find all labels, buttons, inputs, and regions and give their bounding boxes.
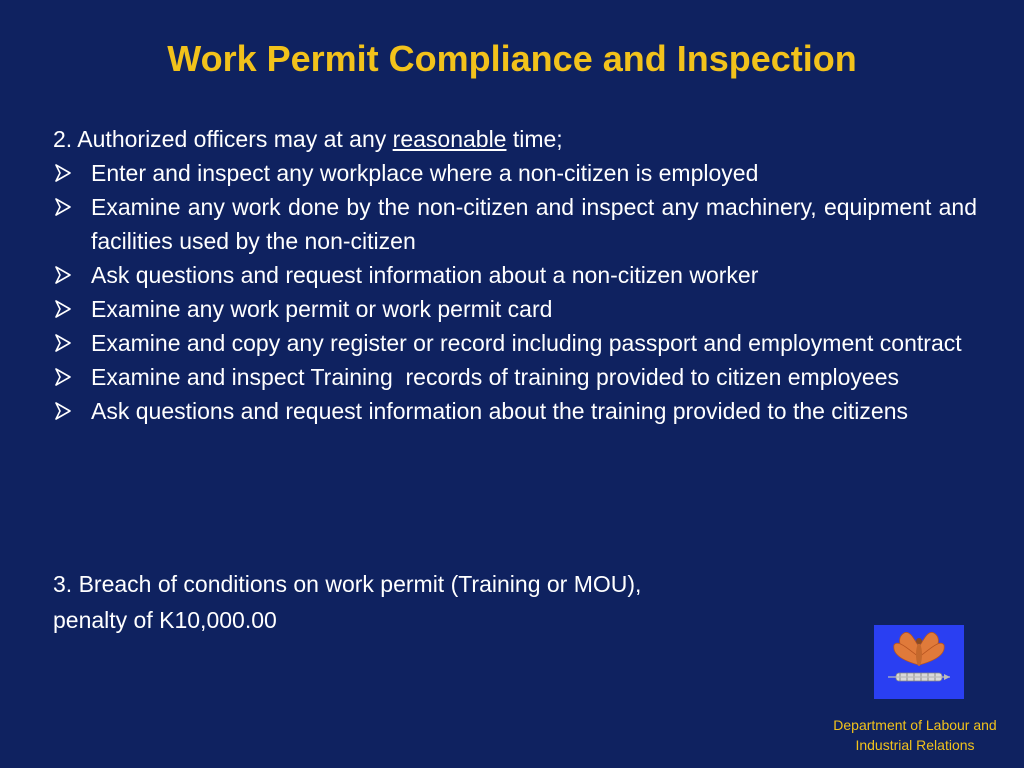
bullet-item bbox=[53, 258, 977, 292]
arrow-bullet-icon bbox=[54, 258, 76, 292]
footer-line-2: Industrial Relations bbox=[855, 737, 975, 753]
bullet-item bbox=[53, 292, 977, 326]
bullet-text: Ask questions and request information about a non-citizen worker bbox=[91, 262, 759, 288]
slide-title: Work Permit Compliance and Inspection bbox=[167, 38, 857, 79]
bullet-text: Enter and inspect any workplace where a non-citizen is employed bbox=[91, 160, 759, 186]
footer-line-1: Department of Labour and bbox=[833, 717, 997, 733]
bullet-list bbox=[53, 156, 977, 428]
intro-line bbox=[53, 122, 977, 156]
content-body bbox=[53, 122, 977, 428]
arrow-bullet-icon bbox=[54, 394, 76, 428]
bullet-item bbox=[53, 326, 977, 360]
arrow-bullet-icon bbox=[54, 360, 76, 394]
breach-line-2: penalty of K10,000.00 bbox=[53, 607, 277, 633]
bird-of-paradise-emblem bbox=[874, 625, 964, 699]
bullet-text: Examine and inspect Training records of training provided to citizen employees bbox=[91, 364, 899, 390]
arrow-bullet-icon bbox=[54, 292, 76, 326]
intro-text-before: 2. Authorized officers may at any bbox=[53, 126, 393, 152]
bullet-text: Ask questions and request information about the training provided to the citizens bbox=[91, 398, 908, 424]
arrow-bullet-icon bbox=[54, 156, 76, 190]
arrow-bullet-icon bbox=[54, 326, 76, 360]
intro-text-after: time; bbox=[506, 126, 563, 152]
bullet-item bbox=[53, 360, 977, 394]
bullet-text: Examine and copy any register or record including passport and employment contract bbox=[91, 330, 962, 356]
bullet-item bbox=[53, 190, 977, 258]
bullet-item bbox=[53, 394, 977, 428]
intro-text-underlined: reasonable bbox=[392, 126, 507, 152]
bullet-text: Examine any work permit or work permit card bbox=[91, 296, 553, 322]
bullet-text: Examine any work done by the non-citizen and inspect any machinery, equipment and facilities used by the non-citizen bbox=[91, 194, 977, 254]
breach-line-1: 3. Breach of conditions on work permit (Training or MOU), bbox=[53, 571, 642, 597]
bullet-item bbox=[53, 156, 977, 190]
breach-section bbox=[53, 566, 953, 638]
arrow-bullet-icon bbox=[54, 190, 76, 224]
footer-department bbox=[810, 715, 1020, 755]
